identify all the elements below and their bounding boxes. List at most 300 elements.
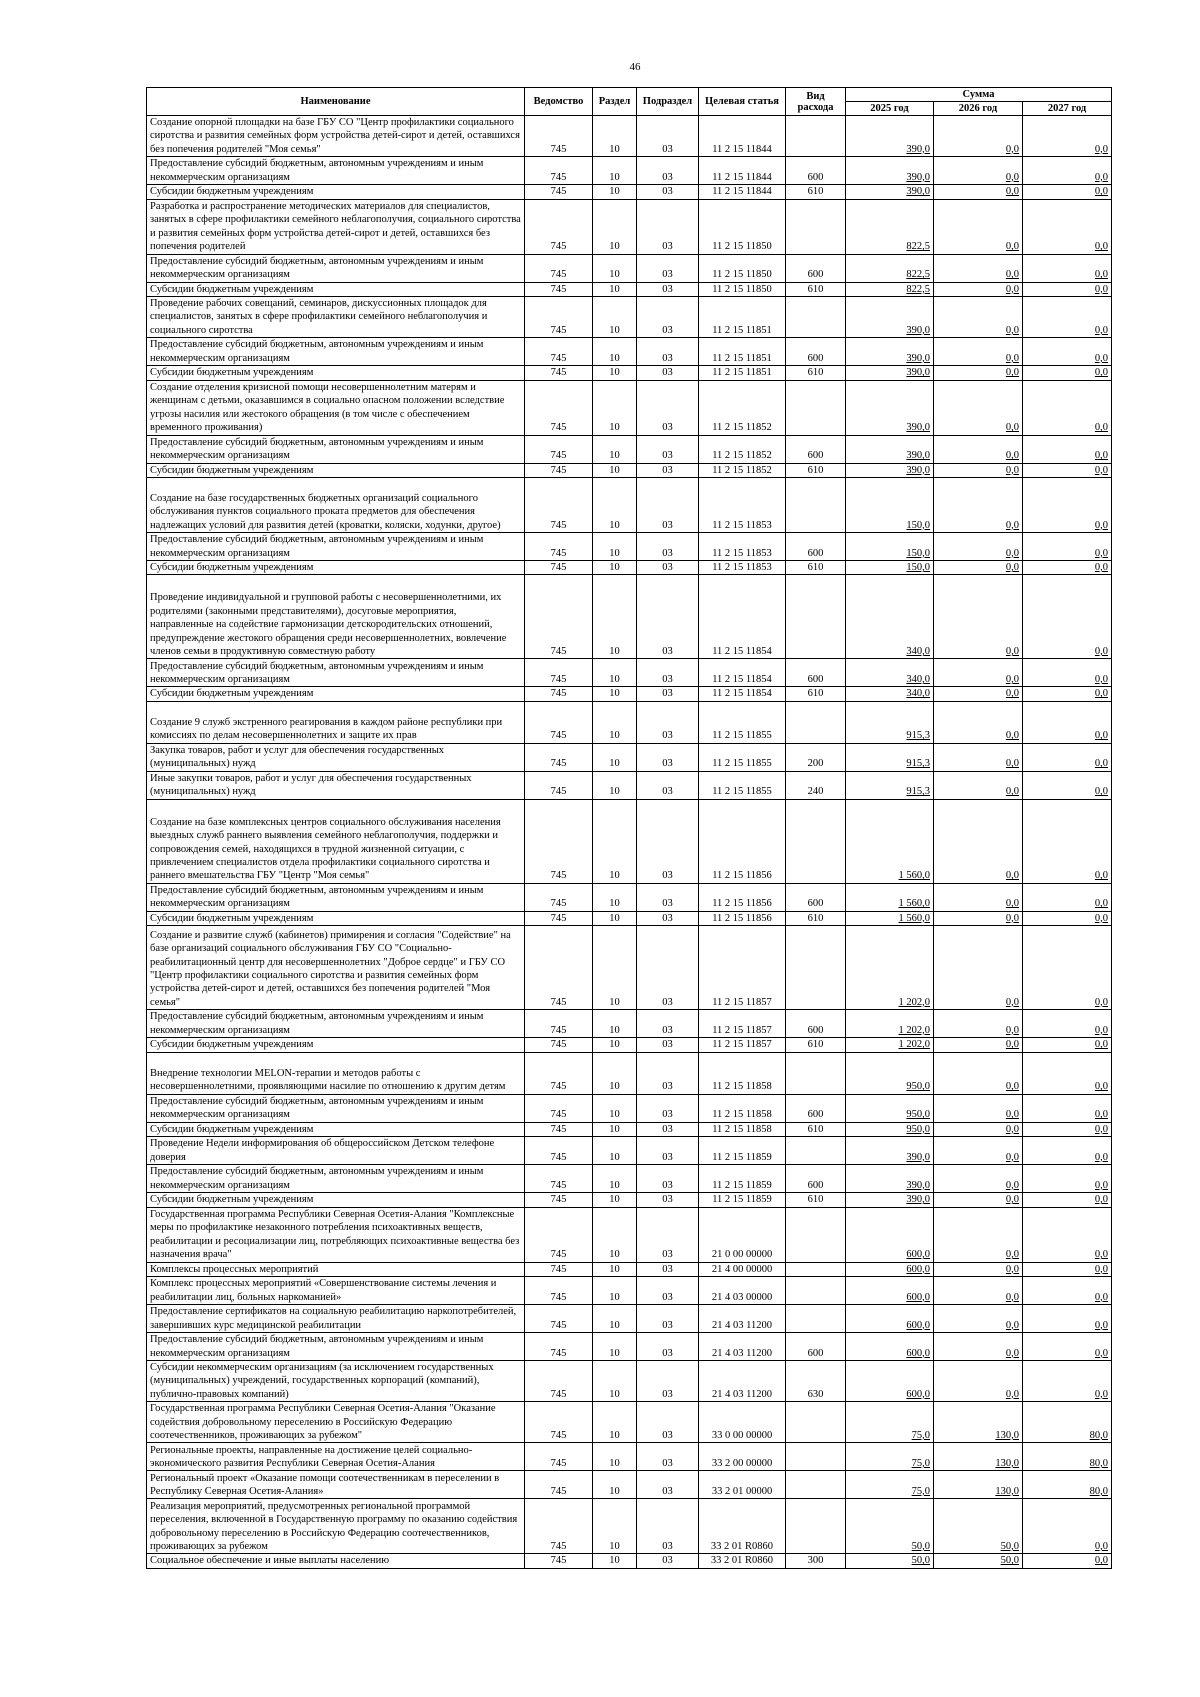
table-cell-department: 745 [525, 771, 593, 799]
table-cell-subsection: 03 [637, 1165, 699, 1193]
col-header-expense-type: Вид расхода [786, 88, 846, 116]
table-row [147, 380, 1112, 435]
table-cell-target: 11 2 15 11851 [699, 366, 786, 380]
table-cell-subsection: 03 [637, 1554, 699, 1568]
table-cell-target: 11 2 15 11853 [699, 533, 786, 561]
budget-table [146, 87, 1112, 1569]
table-cell-section: 10 [593, 883, 637, 911]
table-cell-2026: 0,0 [934, 435, 1023, 463]
table-cell-subsection: 03 [637, 575, 699, 659]
table-cell-subsection: 03 [637, 911, 699, 925]
table-cell-name: Предоставление субсидий бюджетным, автономным учреждениям и иным некоммерческим организациям [147, 1165, 525, 1193]
table-cell-department: 745 [525, 1304, 593, 1332]
table-cell-expense-type [786, 1471, 846, 1499]
table-cell-name: Субсидии бюджетным учреждениям [147, 687, 525, 701]
table-cell-target: 11 2 15 11859 [699, 1193, 786, 1207]
table-cell-target: 33 0 00 00000 [699, 1402, 786, 1443]
table-cell-department: 745 [525, 1010, 593, 1038]
table-cell-2026: 0,0 [934, 659, 1023, 687]
table-cell-expense-type [786, 1207, 846, 1262]
table-cell-2026: 0,0 [934, 1052, 1023, 1094]
table-cell-2026: 0,0 [934, 297, 1023, 338]
table-cell-2027: 80,0 [1023, 1402, 1112, 1443]
table-cell-expense-type: 610 [786, 366, 846, 380]
table-cell-expense-type [786, 1052, 846, 1094]
table-cell-section: 10 [593, 1402, 637, 1443]
table-cell-2025: 950,0 [846, 1052, 934, 1094]
table-row [147, 883, 1112, 911]
table-cell-expense-type: 600 [786, 659, 846, 687]
table-cell-2025: 150,0 [846, 561, 934, 575]
col-header-sum: Сумма [846, 88, 1112, 102]
table-cell-expense-type: 610 [786, 463, 846, 477]
table-cell-2026: 0,0 [934, 533, 1023, 561]
table-row [147, 1276, 1112, 1304]
table-cell-target: 11 2 15 11844 [699, 185, 786, 199]
table-row [147, 366, 1112, 380]
table-cell-section: 10 [593, 701, 637, 743]
table-cell-2027: 0,0 [1023, 1554, 1112, 1568]
table-cell-target: 11 2 15 11852 [699, 463, 786, 477]
table-cell-subsection: 03 [637, 883, 699, 911]
table-cell-name: Субсидии некоммерческим организациям (за исключением государственных (муниципальных) учреждений, государственных корпораций (компаний), публично-правовых компаний) [147, 1360, 525, 1401]
table-row [147, 338, 1112, 366]
table-row [147, 771, 1112, 799]
table-cell-2025: 390,0 [846, 1137, 934, 1165]
table-cell-section: 10 [593, 478, 637, 533]
table-cell-expense-type: 610 [786, 687, 846, 701]
table-cell-expense-type: 600 [786, 338, 846, 366]
table-cell-target: 33 2 00 00000 [699, 1443, 786, 1471]
table-cell-2025: 1 202,0 [846, 1010, 934, 1038]
table-row [147, 1052, 1112, 1094]
table-cell-section: 10 [593, 282, 637, 296]
table-cell-2025: 600,0 [846, 1276, 934, 1304]
table-cell-subsection: 03 [637, 799, 699, 883]
table-row [147, 478, 1112, 533]
table-cell-target: 11 2 15 11857 [699, 1038, 786, 1052]
table-cell-section: 10 [593, 1193, 637, 1207]
table-cell-2027: 0,0 [1023, 338, 1112, 366]
table-cell-2026: 0,0 [934, 478, 1023, 533]
table-cell-department: 745 [525, 659, 593, 687]
table-cell-section: 10 [593, 199, 637, 254]
table-cell-subsection: 03 [637, 771, 699, 799]
table-cell-department: 745 [525, 1262, 593, 1276]
table-cell-expense-type: 610 [786, 1122, 846, 1136]
table-cell-department: 745 [525, 1052, 593, 1094]
table-cell-subsection: 03 [637, 1360, 699, 1401]
table-cell-2026: 0,0 [934, 883, 1023, 911]
table-cell-target: 11 2 15 11844 [699, 157, 786, 185]
table-cell-department: 745 [525, 561, 593, 575]
table-cell-expense-type [786, 575, 846, 659]
table-cell-target: 11 2 15 11856 [699, 799, 786, 883]
table-cell-section: 10 [593, 743, 637, 771]
table-cell-department: 745 [525, 926, 593, 1010]
table-cell-name: Создание 9 служб экстренного реагирования в каждом районе республики при комиссиях по делам несовершеннолетних и защите их прав [147, 701, 525, 743]
table-cell-department: 745 [525, 199, 593, 254]
table-cell-section: 10 [593, 157, 637, 185]
table-cell-subsection: 03 [637, 1262, 699, 1276]
table-cell-department: 745 [525, 185, 593, 199]
table-cell-target: 11 2 15 11855 [699, 743, 786, 771]
table-cell-2025: 340,0 [846, 687, 934, 701]
table-cell-target: 21 4 03 00000 [699, 1276, 786, 1304]
table-cell-subsection: 03 [637, 1207, 699, 1262]
table-row [147, 185, 1112, 199]
table-cell-expense-type [786, 1137, 846, 1165]
table-cell-subsection: 03 [637, 1094, 699, 1122]
table-row [147, 297, 1112, 338]
table-cell-target: 11 2 15 11850 [699, 254, 786, 282]
table-cell-2025: 75,0 [846, 1402, 934, 1443]
table-cell-2025: 390,0 [846, 1193, 934, 1207]
table-cell-2026: 0,0 [934, 799, 1023, 883]
table-cell-name: Предоставление субсидий бюджетным, автономным учреждениям и иным некоммерческим организациям [147, 1332, 525, 1360]
table-cell-2026: 0,0 [934, 1094, 1023, 1122]
col-header-target: Целевая статья [699, 88, 786, 116]
table-cell-subsection: 03 [637, 366, 699, 380]
table-cell-subsection: 03 [637, 478, 699, 533]
table-row [147, 1262, 1112, 1276]
table-body [147, 116, 1112, 1569]
table-cell-2026: 0,0 [934, 771, 1023, 799]
table-cell-2026: 0,0 [934, 380, 1023, 435]
table-cell-2025: 390,0 [846, 116, 934, 157]
table-cell-target: 11 2 15 11858 [699, 1052, 786, 1094]
table-cell-department: 745 [525, 1443, 593, 1471]
table-cell-section: 10 [593, 1122, 637, 1136]
table-cell-2026: 0,0 [934, 1360, 1023, 1401]
table-cell-subsection: 03 [637, 1193, 699, 1207]
table-cell-2027: 0,0 [1023, 478, 1112, 533]
table-row [147, 1010, 1112, 1038]
table-cell-2026: 0,0 [934, 1137, 1023, 1165]
col-header-2025: 2025 год [846, 102, 934, 116]
table-cell-2026: 0,0 [934, 1122, 1023, 1136]
table-cell-2025: 1 560,0 [846, 799, 934, 883]
table-cell-department: 745 [525, 297, 593, 338]
table-cell-department: 745 [525, 338, 593, 366]
table-cell-department: 745 [525, 1360, 593, 1401]
table-cell-name: Создание на базе комплексных центров социального обслуживания населения выездных служб раннего выявления семейного неблагополучия, поддержки и сопровождения семей, находящихся в трудной жизненной ситуации, с привлечением специалистов отдела профилактики социального сиротства и раннего вмешательства ГБУ "Центр "Моя семья" [147, 799, 525, 883]
table-cell-department: 745 [525, 687, 593, 701]
table-cell-subsection: 03 [637, 116, 699, 157]
table-cell-expense-type: 600 [786, 533, 846, 561]
table-cell-section: 10 [593, 561, 637, 575]
page-number: 46 [629, 61, 641, 73]
table-cell-name: Субсидии бюджетным учреждениям [147, 911, 525, 925]
table-row [147, 575, 1112, 659]
table-cell-2025: 390,0 [846, 297, 934, 338]
table-cell-department: 745 [525, 478, 593, 533]
table-cell-name: Предоставление сертификатов на социальную реабилитацию наркопотребителей, завершивших курс медицинской реабилитации [147, 1304, 525, 1332]
table-cell-expense-type [786, 1443, 846, 1471]
table-cell-target: 33 2 01 R0860 [699, 1554, 786, 1568]
table-cell-expense-type [786, 799, 846, 883]
table-cell-department: 745 [525, 366, 593, 380]
table-cell-expense-type [786, 297, 846, 338]
table-cell-2026: 0,0 [934, 1193, 1023, 1207]
table-cell-department: 745 [525, 463, 593, 477]
table-cell-department: 745 [525, 157, 593, 185]
table-cell-section: 10 [593, 366, 637, 380]
table-cell-2026: 0,0 [934, 1207, 1023, 1262]
table-cell-section: 10 [593, 1554, 637, 1568]
table-row [147, 561, 1112, 575]
table-cell-target: 11 2 15 11854 [699, 659, 786, 687]
table-cell-2027: 0,0 [1023, 1038, 1112, 1052]
table-cell-section: 10 [593, 1332, 637, 1360]
table-row [147, 199, 1112, 254]
table-cell-section: 10 [593, 463, 637, 477]
table-cell-name: Субсидии бюджетным учреждениям [147, 561, 525, 575]
table-cell-2027: 0,0 [1023, 116, 1112, 157]
table-cell-name: Предоставление субсидий бюджетным, автономным учреждениям и иным некоммерческим организациям [147, 883, 525, 911]
table-cell-department: 745 [525, 1276, 593, 1304]
table-cell-target: 33 2 01 00000 [699, 1471, 786, 1499]
table-cell-2025: 600,0 [846, 1304, 934, 1332]
table-cell-target: 11 2 15 11844 [699, 116, 786, 157]
table-cell-subsection: 03 [637, 926, 699, 1010]
table-row [147, 1443, 1112, 1471]
table-cell-department: 745 [525, 435, 593, 463]
table-cell-subsection: 03 [637, 1010, 699, 1038]
table-cell-name: Проведение Недели информирования об общероссийском Детском телефоне доверия [147, 1137, 525, 1165]
col-header-name: Наименование [147, 88, 525, 116]
table-cell-2026: 50,0 [934, 1499, 1023, 1554]
table-cell-2027: 0,0 [1023, 911, 1112, 925]
table-cell-2025: 50,0 [846, 1554, 934, 1568]
table-cell-2026: 0,0 [934, 366, 1023, 380]
table-cell-2025: 150,0 [846, 478, 934, 533]
table-row [147, 1122, 1112, 1136]
table-cell-department: 745 [525, 1554, 593, 1568]
table-cell-expense-type [786, 701, 846, 743]
table-cell-subsection: 03 [637, 1122, 699, 1136]
table-cell-2025: 75,0 [846, 1471, 934, 1499]
table-row [147, 282, 1112, 296]
table-cell-department: 745 [525, 799, 593, 883]
table-cell-subsection: 03 [637, 185, 699, 199]
table-cell-department: 745 [525, 1165, 593, 1193]
table-cell-expense-type: 600 [786, 883, 846, 911]
table-cell-department: 745 [525, 1038, 593, 1052]
table-cell-section: 10 [593, 911, 637, 925]
table-row [147, 701, 1112, 743]
table-row [147, 463, 1112, 477]
table-cell-2025: 340,0 [846, 659, 934, 687]
table-cell-section: 10 [593, 1499, 637, 1554]
table-cell-subsection: 03 [637, 297, 699, 338]
table-cell-name: Иные закупки товаров, работ и услуг для обеспечения государственных (муниципальных) нужд [147, 771, 525, 799]
table-row [147, 533, 1112, 561]
table-cell-department: 745 [525, 701, 593, 743]
table-cell-name: Закупка товаров, работ и услуг для обеспечения государственных (муниципальных) нужд [147, 743, 525, 771]
table-cell-2025: 822,5 [846, 199, 934, 254]
table-cell-target: 11 2 15 11856 [699, 911, 786, 925]
table-row [147, 1332, 1112, 1360]
table-cell-subsection: 03 [637, 199, 699, 254]
table-cell-2026: 130,0 [934, 1443, 1023, 1471]
table-cell-department: 745 [525, 116, 593, 157]
table-cell-target: 21 0 00 00000 [699, 1207, 786, 1262]
table-cell-2025: 75,0 [846, 1443, 934, 1471]
table-cell-2027: 0,0 [1023, 701, 1112, 743]
table-cell-section: 10 [593, 659, 637, 687]
table-row [147, 799, 1112, 883]
table-cell-name: Предоставление субсидий бюджетным, автономным учреждениям и иным некоммерческим организациям [147, 659, 525, 687]
table-cell-expense-type: 610 [786, 282, 846, 296]
table-cell-2027: 0,0 [1023, 1122, 1112, 1136]
table-cell-section: 10 [593, 380, 637, 435]
table-cell-target: 33 2 01 R0860 [699, 1499, 786, 1554]
table-cell-name: Региональный проект «Оказание помощи соотечественникам в переселении в Республику Северная Осетия-Алания» [147, 1471, 525, 1499]
table-cell-subsection: 03 [637, 687, 699, 701]
table-cell-section: 10 [593, 1165, 637, 1193]
table-cell-target: 11 2 15 11853 [699, 478, 786, 533]
table-cell-department: 745 [525, 1332, 593, 1360]
table-row [147, 1038, 1112, 1052]
table-cell-expense-type: 610 [786, 561, 846, 575]
table-cell-name: Создание отделения кризисной помощи несовершеннолетним матерям и женщинам с детьми, оказавшимся в социально опасном положении вследствие угрозы насилия или жестокого обращения (в том числе с обеспечением временного проживания) [147, 380, 525, 435]
table-row [147, 743, 1112, 771]
table-cell-subsection: 03 [637, 282, 699, 296]
table-cell-department: 745 [525, 1094, 593, 1122]
table-cell-section: 10 [593, 1137, 637, 1165]
table-cell-section: 10 [593, 1360, 637, 1401]
table-cell-2025: 390,0 [846, 366, 934, 380]
table-cell-department: 745 [525, 1137, 593, 1165]
table-cell-expense-type: 600 [786, 254, 846, 282]
table-cell-section: 10 [593, 254, 637, 282]
table-cell-name: Реализация мероприятий, предусмотренных региональной программой переселения, включенной в Государственную программу по оказанию содействия добровольному переселению в Российскую Федерацию соотечественников, проживающих за рубежом [147, 1499, 525, 1554]
table-cell-2025: 390,0 [846, 338, 934, 366]
table-cell-name: Субсидии бюджетным учреждениям [147, 366, 525, 380]
table-cell-2026: 0,0 [934, 701, 1023, 743]
table-cell-2026: 0,0 [934, 911, 1023, 925]
table-cell-2026: 50,0 [934, 1554, 1023, 1568]
table-cell-department: 745 [525, 883, 593, 911]
table-cell-target: 11 2 15 11850 [699, 199, 786, 254]
table-cell-target: 11 2 15 11858 [699, 1094, 786, 1122]
table-cell-target: 11 2 15 11850 [699, 282, 786, 296]
table-cell-2027: 0,0 [1023, 380, 1112, 435]
table-cell-2026: 0,0 [934, 575, 1023, 659]
table-cell-section: 10 [593, 338, 637, 366]
table-cell-subsection: 03 [637, 1499, 699, 1554]
table-row [147, 1193, 1112, 1207]
table-cell-department: 745 [525, 743, 593, 771]
table-cell-2026: 0,0 [934, 157, 1023, 185]
table-cell-section: 10 [593, 1010, 637, 1038]
table-cell-2027: 0,0 [1023, 1010, 1112, 1038]
table-cell-department: 745 [525, 1402, 593, 1443]
table-cell-2026: 0,0 [934, 1038, 1023, 1052]
table-cell-subsection: 03 [637, 157, 699, 185]
table-cell-expense-type [786, 380, 846, 435]
table-cell-2027: 0,0 [1023, 575, 1112, 659]
table-cell-name: Создание опорной площадки на базе ГБУ СО "Центр профилактики социального сиротства и развития семейных форм устройства детей-сирот и детей, оставшихся без попечения родителей "Моя семья" [147, 116, 525, 157]
table-cell-2026: 0,0 [934, 743, 1023, 771]
table-cell-2027: 0,0 [1023, 771, 1112, 799]
table-cell-2025: 150,0 [846, 533, 934, 561]
table-cell-name: Социальное обеспечение и иные выплаты населению [147, 1554, 525, 1568]
table-cell-subsection: 03 [637, 1471, 699, 1499]
table-cell-department: 745 [525, 1471, 593, 1499]
table-cell-expense-type: 300 [786, 1554, 846, 1568]
table-cell-name: Субсидии бюджетным учреждениям [147, 1122, 525, 1136]
table-cell-name: Комплекс процессных мероприятий «Совершенствование системы лечения и реабилитации лиц, больных наркоманией» [147, 1276, 525, 1304]
table-row [147, 659, 1112, 687]
table-cell-subsection: 03 [637, 338, 699, 366]
table-row [147, 1207, 1112, 1262]
table-cell-expense-type: 610 [786, 1193, 846, 1207]
table-cell-section: 10 [593, 1038, 637, 1052]
table-cell-2026: 0,0 [934, 254, 1023, 282]
table-cell-name: Проведение индивидуальной и групповой работы с несовершеннолетними, их родителями (законными представителями), досуговые мероприятия, направленные на содействие гармонизации детскородительских отношений, предупреждение жестокого обращения среди несовершеннолетних, вовлечение членов семьи в продуктивную совместную работу [147, 575, 525, 659]
table-cell-2025: 390,0 [846, 185, 934, 199]
table-cell-2025: 390,0 [846, 435, 934, 463]
table-cell-subsection: 03 [637, 435, 699, 463]
table-cell-2025: 390,0 [846, 463, 934, 477]
table-cell-subsection: 03 [637, 1137, 699, 1165]
table-cell-2026: 0,0 [934, 116, 1023, 157]
table-cell-target: 11 2 15 11851 [699, 338, 786, 366]
table-cell-subsection: 03 [637, 254, 699, 282]
table-cell-section: 10 [593, 1052, 637, 1094]
table-cell-subsection: 03 [637, 743, 699, 771]
table-cell-target: 11 2 15 11859 [699, 1165, 786, 1193]
table-row [147, 911, 1112, 925]
table-row [147, 1304, 1112, 1332]
table-cell-2025: 1 560,0 [846, 883, 934, 911]
table-cell-section: 10 [593, 533, 637, 561]
table-cell-2027: 0,0 [1023, 926, 1112, 1010]
table-cell-2025: 600,0 [846, 1360, 934, 1401]
table-cell-department: 745 [525, 575, 593, 659]
table-cell-name: Государственная программа Республики Северная Осетия-Алания "Комплексные меры по профилактике незаконного потребления психоактивных веществ, реабилитации и ресоциализации лиц, потребляющих психоактивные вещества без назначения врача" [147, 1207, 525, 1262]
table-cell-2025: 600,0 [846, 1332, 934, 1360]
table-cell-expense-type: 200 [786, 743, 846, 771]
table-row [147, 1554, 1112, 1568]
table-cell-subsection: 03 [637, 1052, 699, 1094]
table-cell-department: 745 [525, 911, 593, 925]
table-cell-expense-type: 630 [786, 1360, 846, 1401]
table-cell-2027: 0,0 [1023, 659, 1112, 687]
table-cell-expense-type: 600 [786, 1332, 846, 1360]
table-cell-2027: 0,0 [1023, 1360, 1112, 1401]
table-row [147, 435, 1112, 463]
table-cell-2027: 0,0 [1023, 1207, 1112, 1262]
table-cell-2027: 0,0 [1023, 883, 1112, 911]
table-cell-name: Региональные проекты, направленные на достижение целей социально-экономического развития Республики Северная Осетия-Алания [147, 1443, 525, 1471]
table-cell-expense-type: 600 [786, 435, 846, 463]
table-cell-section: 10 [593, 116, 637, 157]
table-cell-2026: 0,0 [934, 1262, 1023, 1276]
table-cell-2025: 1 560,0 [846, 911, 934, 925]
table-cell-expense-type: 600 [786, 1094, 846, 1122]
table-cell-target: 21 4 00 00000 [699, 1262, 786, 1276]
table-cell-2027: 0,0 [1023, 533, 1112, 561]
table-cell-2027: 0,0 [1023, 1052, 1112, 1094]
table-cell-expense-type: 600 [786, 157, 846, 185]
table-cell-target: 11 2 15 11854 [699, 687, 786, 701]
table-cell-target: 11 2 15 11852 [699, 435, 786, 463]
table-cell-name: Субсидии бюджетным учреждениям [147, 463, 525, 477]
table-cell-expense-type [786, 926, 846, 1010]
